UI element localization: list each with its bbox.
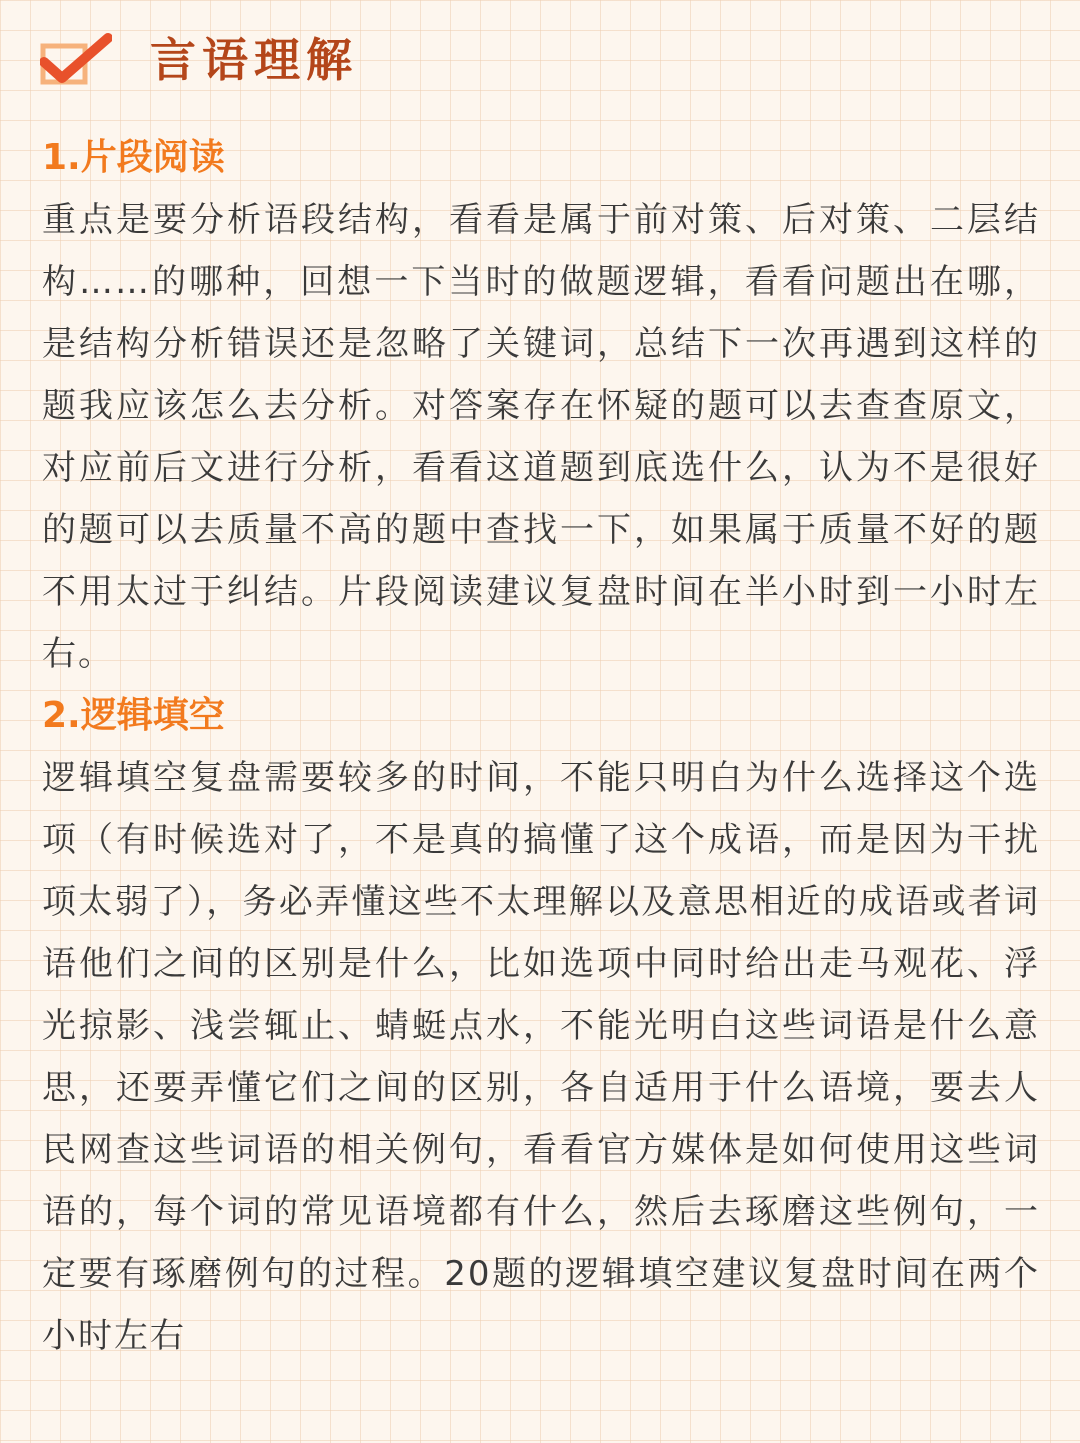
- section-body: 重点是要分析语段结构，看看是属于前对策、后对策、二层结构……的哪种，回想一下当时的做题逻辑，看看问题出在哪，是结构分析错误还是忽略了关键词，总结下一次再遇到这样的题我应该怎么去分析。对答案存在怀疑的题可以去查查原文，对应前后文进行分析，看看这道题到底选什么，认为不是很好的题可以去质量不高的题中查找一下，如果属于质量不好的题不用太过于纠结。片段阅读建议复盘时间在半小时到一小时左右。: [42, 200, 1040, 674]
- section-logic-fill: [42, 685, 1040, 1367]
- notes-content: [42, 127, 1040, 1367]
- page-title: 言语理解: [150, 33, 358, 87]
- page-header: [40, 30, 358, 90]
- section-body: 逻辑填空复盘需要较多的时间，不能只明白为什么选择这个选项（有时候选对了，不是真的搞懂了这个成语，而是因为干扰项太弱了），务必弄懂这些不太理解以及意思相近的成语或者词语他们之间的区别是什么，比如选项中同时给出走马观花、浮光掠影、浅尝辄止、蜻蜓点水，不能光明白这些词语是什么意思，还要弄懂它们之间的区别，各自适用于什么语境，要去人民网查这些词语的相关例句，看看官方媒体是如何使用这些词语的，每个词的常见语境都有什么，然后去琢磨这些例句，一定要有琢磨例句的过程。20题的逻辑填空建议复盘时间在两个小时左右: [42, 758, 1040, 1356]
- section-title: 1.片段阅读: [42, 137, 225, 178]
- section-fragment-reading: [42, 127, 1040, 685]
- checkbox-check-icon: [40, 32, 112, 88]
- section-title: 2.逻辑填空: [42, 695, 225, 736]
